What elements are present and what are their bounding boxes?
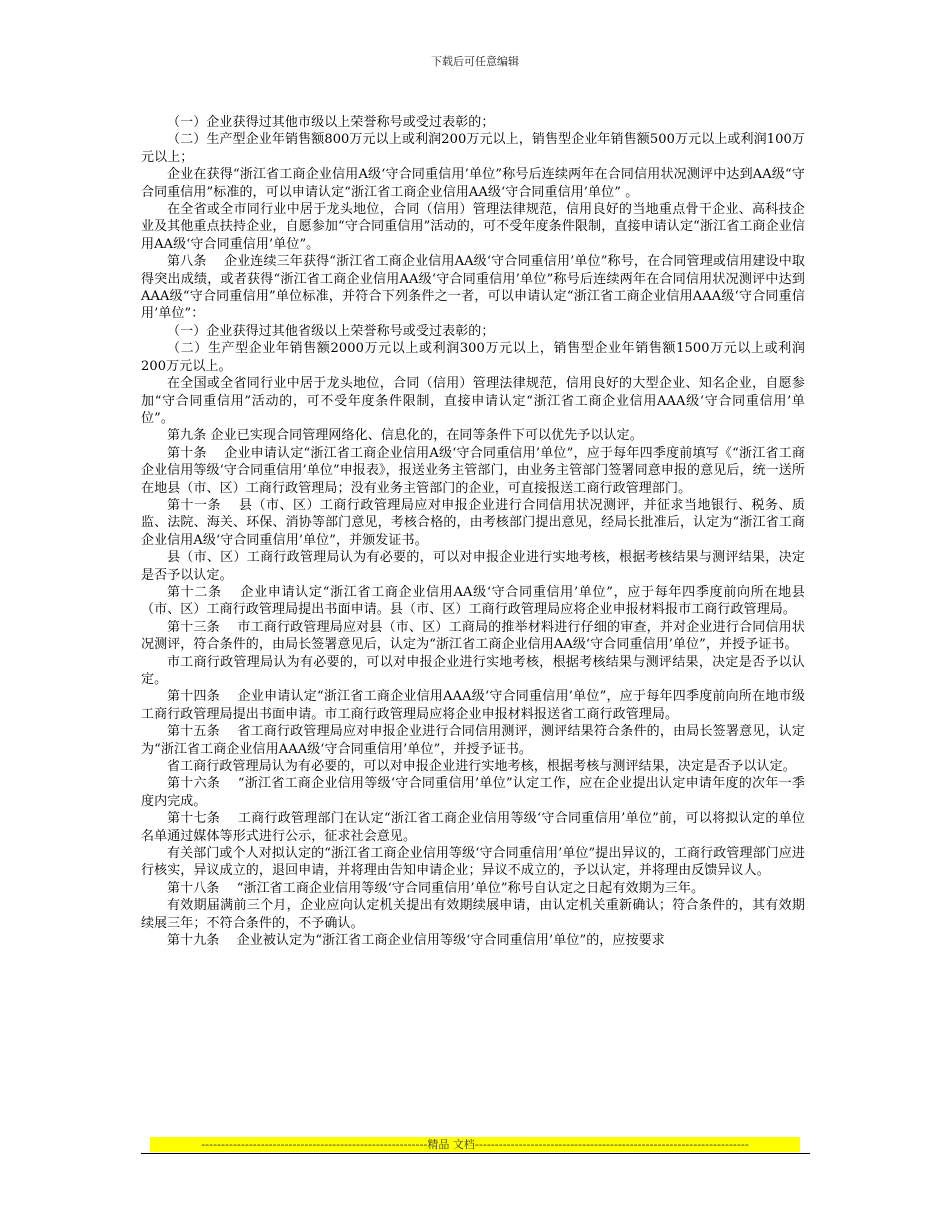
paragraph: 第十六条 “浙江省工商企业信用等级‘守合同重信用’单位”认定工作，应在企业提出认定申请年度的次年一季度内完成。 — [141, 776, 805, 809]
paragraph: 在全省或全市同行业中居于龙头地位，合同（信用）管理法律规范，信用良好的当地重点骨干企业、高科技企业及其他重点扶持企业，自愿参加“守合同重信用”活动的，可不受年度条件限制，直接申请认定“浙江省工商企业信用AA级‘守合同重信用’单位”。 — [141, 202, 805, 252]
paragraph: 有关部门或个人对拟认定的“浙江省工商企业信用等级‘守合同重信用’单位”提出异议的，工商行政管理部门应进行核实，异议成立的，退回申请，并将理由告知申请企业；异议不成立的，予以认定，并将理由反馈异议人。 — [141, 846, 805, 879]
paragraph: 第十一条 县（市、区）工商行政管理局应对申报企业进行合同信用状况测评，并征求当地银行、税务、质监、法院、海关、环保、消协等部门意见，考核合格的，由考核部门提出意见，经局长批准后，认定为“浙江省工商企业信用A级‘守合同重信用’单位”，并颁发证书。 — [141, 497, 805, 548]
paragraph: 第八条 企业连续三年获得“浙江省工商企业信用AA级‘守合同重信用’单位”称号，在合同管理或信用建设中取得突出成绩，或者获得“浙江省工商企业信用AA级‘守合同重信用’单位”称号后连续两年在合同信用状况测评中达到AAA级“守合同重信用”单位标准，并符合下列条件之一者，可以申请认定“浙江省工商企业信用AAA级‘守合同重信用’单位”： — [141, 254, 805, 322]
paragraph: 第十五条 省工商行政管理局应对申报企业进行合同信用测评，测评结果符合条件的，由局长签署意见，认定为“浙江省工商企业信用AAA级‘守合同重信用’单位”，并授予证书。 — [141, 724, 805, 757]
paragraph: （二）生产型企业年销售额2000万元以上或利润300万元以上，销售型企业年销售额1500万元以上或利润200万元以上。 — [141, 341, 805, 374]
paragraph: 第九条 企业已实现合同管理网络化、信息化的，在同等条件下可以优先予以认定。 — [167, 428, 643, 444]
document-body — [141, 114, 805, 950]
paragraph: 第十七条 工商行政管理部门在认定“浙江省工商企业信用等级‘守合同重信用’单位”前，可以将拟认定的单位名单通过媒体等形式进行公示，征求社会意见。 — [141, 811, 805, 844]
paragraph: 在全国或全省同行业中居于龙头地位，合同（信用）管理法律规范，信用良好的大型企业、知名企业，自愿参加“守合同重信用”活动的，可不受年度条件限制，直接申请认定“浙江省工商企业信用AAA级‘守合同重信用’单位”。 — [141, 376, 805, 426]
paragraph: （一）企业获得过其他省级以上荣誉称号或受过表彰的； — [167, 323, 495, 339]
paragraph: 市工商行政管理局认为有必要的，可以对申报企业进行实地考核，根据考核结果与测评结果，决定是否予以认定。 — [141, 654, 805, 687]
paragraph: 第十八条 “浙江省工商企业信用等级‘守合同重信用’单位”称号自认定之日起有效期为三年。 — [167, 880, 705, 896]
paragraph: 县（市、区）工商行政管理局认为有必要的，可以对申报企业进行实地考核，根据考核结果与测评结果，决定是否予以认定。 — [141, 550, 805, 583]
paragraph: 第十四条 企业申请认定“浙江省工商企业信用AAA级‘守合同重信用’单位”，应于每年四季度前向所在地市级工商行政管理局提出书面申请。市工商行政管理局应将企业申报材料报送省工商行政管理局。 — [141, 689, 805, 722]
footer-banner: ---------------------------------------------------------精品 文档--------------------------------------------------------------------- — [150, 1137, 800, 1152]
footer-divider — [141, 1153, 810, 1154]
paragraph: 第十二条 企业申请认定“浙江省工商企业信用AA级‘守合同重信用’单位”，应于每年四季度前向所在地县（市、区）工商行政管理局提出书面申请。县（市、区）工商行政管理局应将企业申报材料报市工商行政管理局。 — [141, 584, 805, 618]
paragraph: 第十九条 企业被认定为“浙江省工商企业信用等级‘守合同重信用’单位”的，应按要求 — [167, 933, 665, 949]
paragraph: 有效期届满前三个月，企业应向认定机关提出有效期续展申请，由认定机关重新确认；符合条件的，其有效期续展三年；不符合条件的，不予确认。 — [141, 898, 805, 931]
paragraph: 第十三条 市工商行政管理局应对县（市、区）工商局的推举材料进行仔细的审查，并对企业进行合同信用状况测评，符合条件的，由局长签署意见后，认定为“浙江省工商企业信用AA级‘守合同重信用’单位”，并授予证书。 — [141, 619, 805, 653]
paragraph: 第十条 企业申请认定“浙江省工商企业信用A级‘守合同重信用’单位”，应于每年四季度前填写《“浙江省工商企业信用等级‘守合同重信用’单位”申报表》，报送业务主管部门，由业务主管部门签署同意申报的意见后，统一送所在地县（市、区）工商行政管理局；没有业务主管部门的企业，可直接报送工商行政管理部门。 — [141, 445, 805, 496]
paragraph: 企业在获得“浙江省工商企业信用A级‘守合同重信用’单位”称号后连续两年在合同信用状况测评中达到AA级“守合同重信用”标准的，可以申请认定“浙江省工商企业信用AA级‘守合同重信用’单位” 。 — [141, 167, 805, 200]
page-header-note: 下载后可任意编辑 — [431, 55, 519, 68]
paragraph: （二）生产型企业年销售额800万元以上或利润200万元以上，销售型企业年销售额500万元以上或利润100万元以上； — [141, 132, 805, 165]
paragraph: 省工商行政管理局认为有必要的，可以对申报企业进行实地考核，根据考核与测评结果，决定是否予以认定。 — [167, 759, 796, 775]
paragraph: （一）企业获得过其他市级以上荣誉称号或受过表彰的； — [167, 115, 495, 130]
